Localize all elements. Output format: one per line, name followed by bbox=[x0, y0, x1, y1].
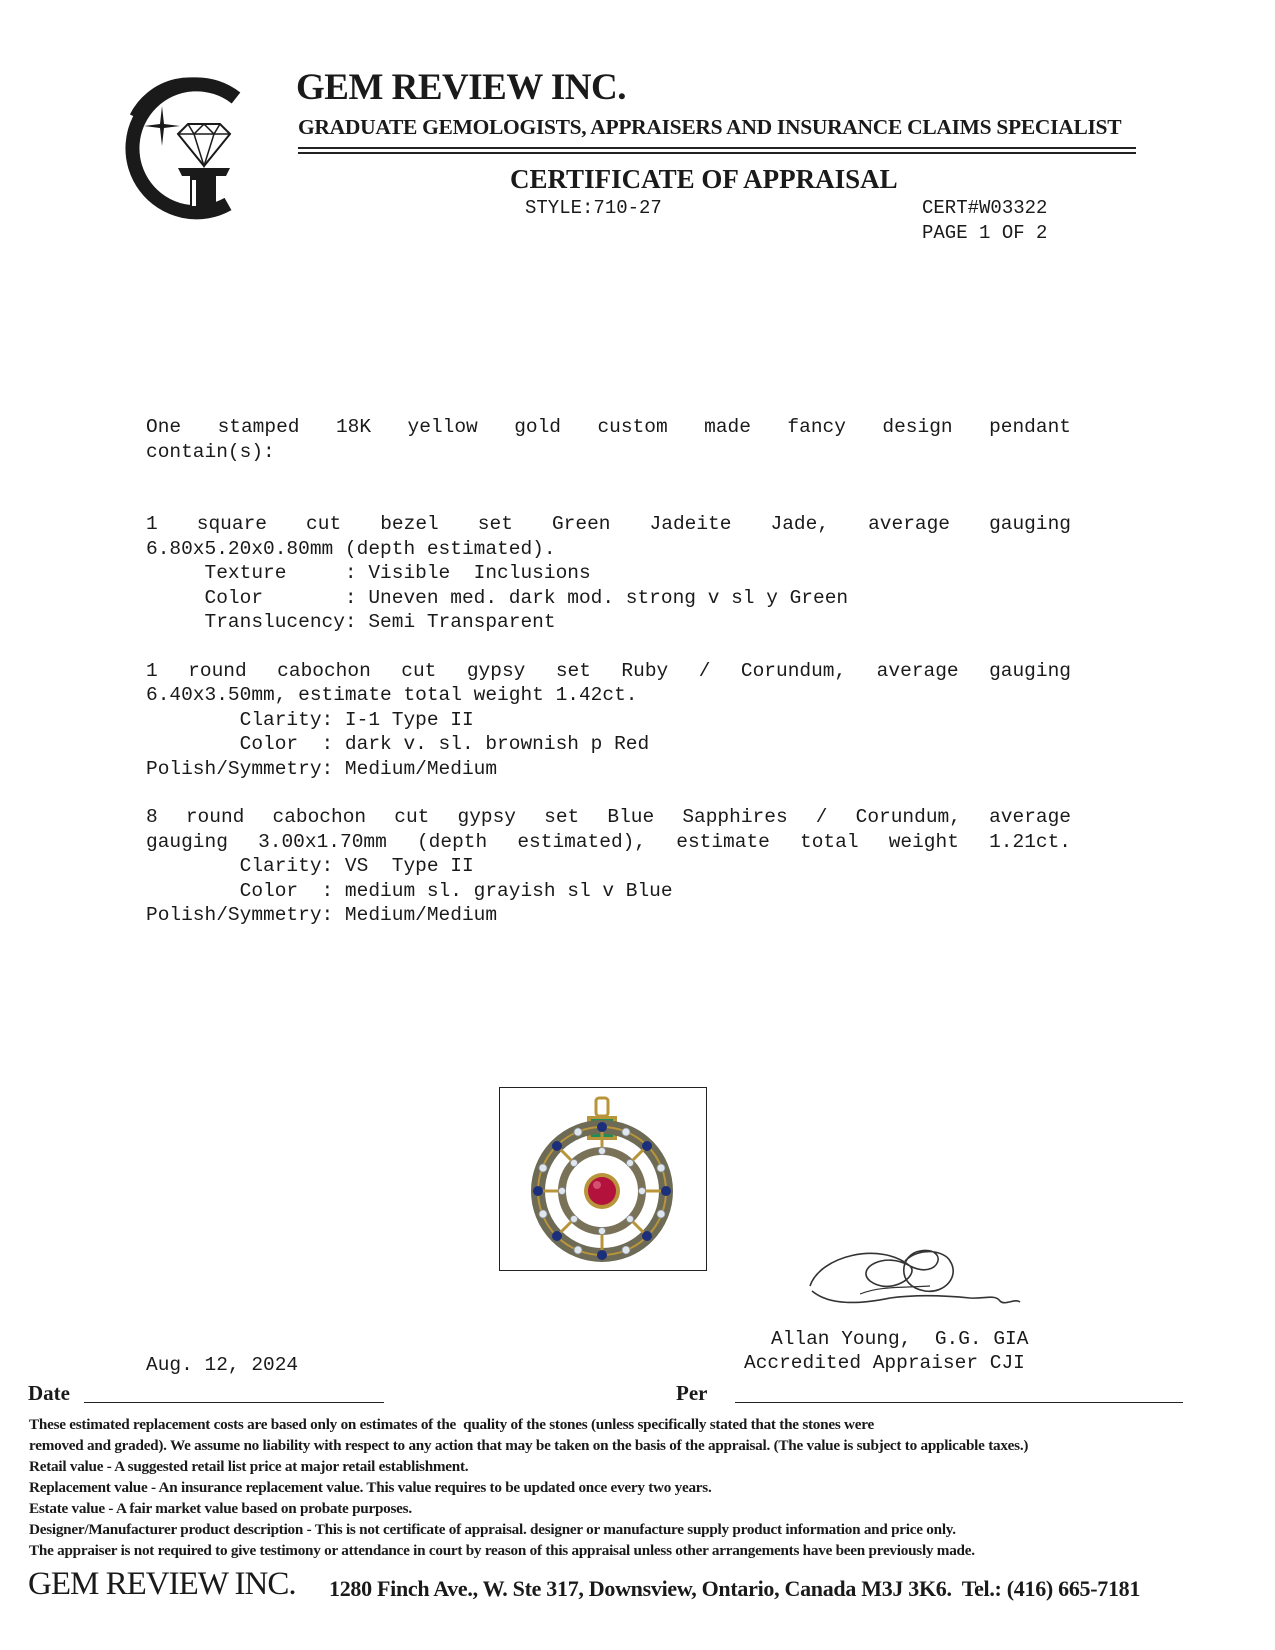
pendant-photo-frame bbox=[499, 1087, 707, 1271]
appraiser-title: Accredited Appraiser CJI bbox=[744, 1352, 1025, 1374]
date-label: Date bbox=[28, 1381, 70, 1405]
testimony-note: The appraiser is not required to give testimony or attendance in court by reason of this appraisal unless other arrangements have been previously made. bbox=[29, 1542, 975, 1559]
jade-texture: Texture : Visible Inclusions bbox=[146, 562, 591, 584]
estate-value-note: Estate value - A fair market value based on probate purposes. bbox=[29, 1500, 412, 1517]
per-label: Per bbox=[676, 1381, 708, 1405]
page-indicator: PAGE 1 OF 2 bbox=[922, 222, 1048, 244]
ruby-description-line-1: 1 round cabochon cut gypsy set Ruby / Corundum, average gauging bbox=[146, 660, 1071, 682]
sapphire-description-line-2: gauging 3.00x1.70mm (depth estimated), estimate total weight 1.21ct. bbox=[146, 831, 1071, 853]
retail-value-note: Retail value - A suggested retail list price at major retail establishment. bbox=[29, 1458, 469, 1475]
intro-line-2: contain(s): bbox=[146, 441, 275, 463]
footer-address: 1280 Finch Ave., W. Ste 317, Downsview, Ontario, Canada M3J 3K6. Tel.: (416) 665-7181 bbox=[329, 1576, 1141, 1601]
style-number: STYLE:710-27 bbox=[525, 197, 662, 219]
ruby-clarity: Clarity: I-1 Type II bbox=[146, 709, 474, 731]
appraiser-signature-icon bbox=[800, 1236, 1030, 1326]
company-name: GEM REVIEW INC. bbox=[296, 67, 626, 108]
company-tagline: GRADUATE GEMOLOGISTS, APPRAISERS AND INSURANCE CLAIMS SPECIALIST bbox=[298, 115, 1122, 139]
disclaimer-line-1: These estimated replacement costs are based only on estimates of the quality of the stones (unless specifically stated that the stones were bbox=[29, 1416, 874, 1433]
appraiser-name: Allan Young, G.G. GIA bbox=[771, 1328, 1029, 1350]
ruby-description-line-2: 6.40x3.50mm, estimate total weight 1.42ct. bbox=[146, 684, 638, 706]
sapphire-description-line-1: 8 round cabochon cut gypsy set Blue Sapphires / Corundum, average bbox=[146, 806, 1071, 828]
ruby-polish: Polish/Symmetry: Medium/Medium bbox=[146, 758, 498, 780]
pendant-photo-icon bbox=[500, 1088, 706, 1270]
jade-translucency: Translucency: Semi Transparent bbox=[146, 611, 556, 633]
jade-color: Color : Uneven med. dark mod. strong v sl y Green bbox=[146, 587, 849, 609]
designer-note: Designer/Manufacturer product description - This is not certificate of appraisal. designer or manufacture supply product information and price only. bbox=[29, 1521, 956, 1538]
jade-description-line-2: 6.80x5.20x0.80mm (depth estimated). bbox=[146, 538, 556, 560]
sapphire-clarity: Clarity: VS Type II bbox=[146, 855, 474, 877]
diamond-g-logo-icon bbox=[108, 76, 248, 226]
jade-description-line-1: 1 square cut bezel set Green Jadeite Jade, average gauging bbox=[146, 513, 1071, 535]
appraisal-date: Aug. 12, 2024 bbox=[146, 1354, 299, 1376]
footer-company-name: GEM REVIEW INC. bbox=[28, 1566, 296, 1602]
certificate-title: CERTIFICATE OF APPRAISAL bbox=[510, 164, 898, 194]
date-line bbox=[84, 1402, 384, 1403]
sapphire-polish: Polish/Symmetry: Medium/Medium bbox=[146, 904, 498, 926]
per-line bbox=[735, 1402, 1183, 1403]
replacement-value-note: Replacement value - An insurance replacement value. This value requires to be updated once every two years. bbox=[29, 1479, 712, 1496]
certificate-number: CERT#W03322 bbox=[922, 197, 1048, 219]
header-divider-top bbox=[298, 147, 1136, 149]
ruby-color: Color : dark v. sl. brownish p Red bbox=[146, 733, 650, 755]
intro-line-1: One stamped 18K yellow gold custom made fancy design pendant bbox=[146, 416, 1071, 438]
disclaimer-line-2: removed and graded). We assume no liability with respect to any action that may be taken on the basis of the appraisal. (The value is subject to applicable taxes.) bbox=[29, 1437, 1029, 1454]
header-divider-bottom bbox=[298, 152, 1136, 154]
sapphire-color: Color : medium sl. grayish sl v Blue bbox=[146, 880, 673, 902]
